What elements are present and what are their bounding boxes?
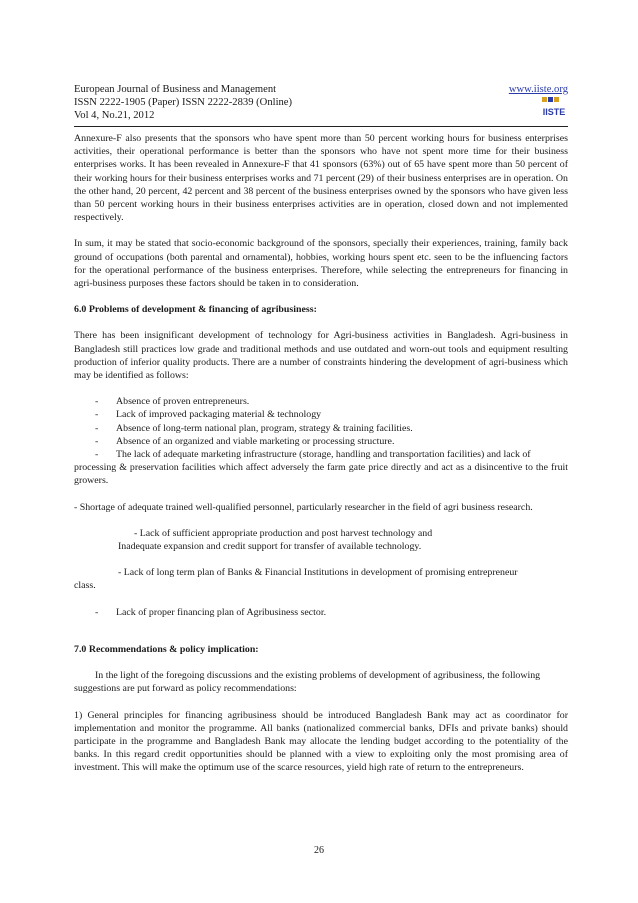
- journal-url-link[interactable]: www.iiste.org: [508, 84, 568, 95]
- list-item: - The lack of adequate marketing infrastructure (storage, handling and transportation facilities) and lack of: [95, 449, 531, 461]
- list-item: - Absence of long-term national plan, program, strategy & training facilities.: [95, 422, 413, 434]
- iiste-logo: [540, 97, 568, 119]
- section-heading-7: 7.0 Recommendations & policy implication:: [74, 643, 259, 655]
- page-header: [74, 83, 568, 122]
- list-item: - Absence of an organized and viable marketing or processing structure.: [95, 435, 395, 447]
- page-body: [74, 132, 568, 775]
- constraint-list: [74, 395, 568, 487]
- page-number: 26: [314, 845, 324, 856]
- volume-line: Vol 4, No.21, 2012: [74, 110, 155, 121]
- list-item-banks: - Lack of long term plan of Banks & Financial Institutions in development of promising entrepreneur: [118, 567, 518, 579]
- issn-line: ISSN 2222-1905 (Paper) ISSN 2222-2839 (Online): [74, 97, 293, 108]
- paragraph-recommendation-1: 1) General principles for financing agribusiness should be introduced Bangladesh Bank may act as coordinator for implementation and monitor the programme. All banks (nationalized commercial banks, DFIs and private banks) should participate in the programme and Bangladesh Bank may allocate the lending budget according to the potentiality of the banks. In this regard credit opportunities should be planned with a view to exploiting only the most promising area of investment. This will make the optimum use of the scarce resources, yield high rate of return to the entrepreneurs.: [74, 709, 568, 774]
- list-item-banks-cont: class.: [74, 580, 96, 592]
- paragraph-recommendations-intro-cont: suggestions are put forward as policy recommendations:: [74, 683, 297, 695]
- paragraph-summary: In sum, it may be stated that socio-economic background of the sponsors, specially their experiences, training, family back ground of occupations (both parental and ornamental), hobbies, working hours spent etc. seen to be the influencing factors for the operational performance of the business enterprises. Therefore, while selecting the entrepreneurs for financing in agri-business purposes these factors should be taken in to consideration.: [74, 238, 568, 290]
- paragraph-annexure: Annexure-F also presents that the sponsors who have spent more than 50 percent working hours for business enterprises activities, their operational performance is better than the sponsors who have not spent more time for their business enterprises works. It has been revealed in Annexure-F that 41 sponsors (63%) out of 65 have spent more than 50 percent of their working hours for their business enterprises works and 71 percent (29) of their business enterprises are in operation. On the other hand, 20 percent, 42 percent and 38 percent of the business enterprises owned by the sponsors who have given less than 50 percent working hours in their business enterprises activities are in operation, closed down and not implemented respectively.: [74, 133, 568, 224]
- paragraph-recommendations-intro: In the light of the foregoing discussions and the existing problems of development of agribusiness, the following: [95, 670, 541, 682]
- logo-text: IISTE: [542, 107, 566, 117]
- journal-title: European Journal of Business and Management: [74, 84, 277, 95]
- paragraph-problems: There has been insignificant development of technology for Agri-business activities in Bangladesh. Agri-business in Bangladesh still practices low grade and traditional methods and use outdated and worn-out tools and equipment resulting production of inferior quality products. There are a number of constraints hindering the development of agri-business which may be identified as follows:: [74, 330, 568, 382]
- list-item-shortage: - Shortage of adequate trained well-qualified personnel, particularly researcher in the field of agri business research.: [74, 501, 533, 513]
- list-item-continuation: processing & preservation facilities which affect adversely the farm gate price directly and act as a disincentive to the fruit growers.: [74, 462, 568, 487]
- list-item-financing: - Lack of proper financing plan of Agribusiness sector.: [95, 606, 327, 618]
- list-item: - Absence of proven entrepreneurs.: [95, 396, 250, 408]
- list-item: - Lack of improved packaging material & technology: [95, 409, 322, 421]
- header-rule: [74, 126, 568, 127]
- section-heading-6: 6.0 Problems of development & financing of agribusiness:: [74, 304, 317, 316]
- list-item-technology: - Lack of sufficient appropriate production and post harvest technology and: [134, 527, 433, 539]
- list-item-technology-cont: Inadequate expansion and credit support for transfer of available technology.: [118, 541, 422, 553]
